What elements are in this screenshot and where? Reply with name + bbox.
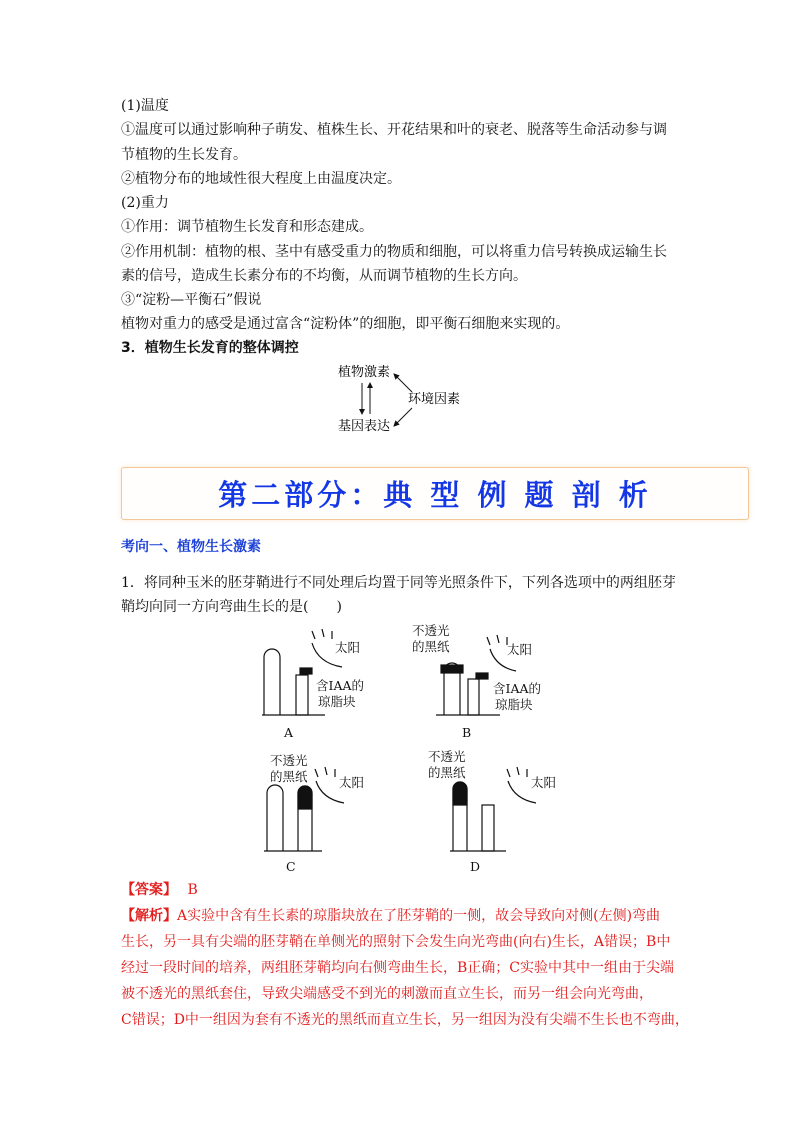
diagram-node-environment: 环境因素 bbox=[408, 392, 461, 407]
figure-label-c: C bbox=[286, 859, 296, 874]
regulation-diagram bbox=[320, 356, 480, 436]
analysis-line-5: C错误；D中一组因为套有不透光的黑纸而直立生长，另一组因为没有尖端不生长也不弯曲， bbox=[121, 1012, 689, 1028]
gravity-paragraph-4: 植物对重力的感受是通过富含“淀粉体”的细胞，即平衡石细胞来实现的。 bbox=[121, 316, 570, 332]
banner-title: 第二部分：典 型 例 题 剖 析 bbox=[218, 478, 652, 512]
label-paper-2: 的黑纸 bbox=[428, 765, 466, 780]
section-3-heading: 3．植物生长发育的整体调控 bbox=[121, 340, 299, 356]
black-paper-cap bbox=[298, 786, 312, 809]
temperature-paragraph-2: ②植物分布的地域性很大程度上由温度决定。 bbox=[121, 171, 401, 187]
analysis-text-1: A实验中含有生长素的琼脂块放在了胚芽鞘的一侧，故会导致向对侧(左侧)弯曲 bbox=[177, 908, 661, 924]
analysis-line-2: 生长，另一具有尖端的胚芽鞘在单侧光的照射下会发生向光弯曲(向右)生长，A错误；B中 bbox=[121, 934, 671, 950]
label-agar-1: 含IAA的 bbox=[316, 678, 364, 693]
analysis-line-1 bbox=[121, 906, 660, 926]
question-line-1: 1．将同种玉米的胚芽鞘进行不同处理后均置于同等光照条件下，下列各选项中的两组胚芽 bbox=[121, 575, 676, 591]
temperature-paragraph-1a: ①温度可以通过影响种子萌发、植株生长、开花结果和叶的衰老、脱落等生命活动参与调 bbox=[121, 122, 667, 138]
label-sun: 太阳 bbox=[335, 640, 361, 655]
coleoptile-decapitated bbox=[468, 679, 479, 715]
black-paper-cap bbox=[441, 665, 463, 673]
coleoptile-with-tip bbox=[267, 785, 283, 851]
gravity-paragraph-2b: 素的信号，造成生长素分布的不均衡，从而调节植物的生长方向。 bbox=[121, 268, 527, 284]
coleoptile-with-tip bbox=[264, 649, 280, 715]
label-sun: 太阳 bbox=[339, 775, 365, 790]
answer-tag: 【答案】 bbox=[121, 882, 177, 898]
label-paper-2: 的黑纸 bbox=[412, 639, 450, 654]
label-agar-1: 含IAA的 bbox=[493, 681, 541, 696]
label-paper-1: 不透光 bbox=[270, 753, 308, 768]
black-paper-cap bbox=[453, 782, 467, 805]
coleoptile-decapitated bbox=[296, 675, 308, 715]
gravity-paragraph-3: ③“淀粉—平衡石”假说 bbox=[121, 292, 262, 308]
analysis-tag: 【解析】 bbox=[121, 908, 177, 924]
gravity-paragraph-2a: ②作用机制：植物的根、茎中有感受重力的物质和细胞，可以将重力信号转换成运输生长 bbox=[121, 244, 667, 260]
figure-label-d: D bbox=[470, 859, 481, 874]
agar-block bbox=[476, 673, 488, 679]
coleoptile-decapitated bbox=[482, 805, 494, 851]
topic-heading: 考向一、植物生长激素 bbox=[121, 539, 261, 555]
diagram-arrow-to-gene bbox=[394, 408, 412, 426]
agar-block bbox=[300, 668, 312, 674]
label-sun: 太阳 bbox=[531, 775, 557, 790]
diagram-node-gene: 基因表达 bbox=[338, 419, 391, 434]
label-paper-1: 不透光 bbox=[428, 749, 466, 764]
diagram-node-hormone: 植物激素 bbox=[338, 365, 391, 380]
label-sun: 太阳 bbox=[507, 642, 533, 657]
question-line-2: 鞘均向同一方向弯曲生长的是( ) bbox=[121, 599, 342, 615]
section-banner bbox=[121, 467, 749, 520]
analysis-line-4: 被不透光的黑纸套住，导致尖端感受不到光的刺激而直立生长，而另一组会向光弯曲， bbox=[121, 986, 653, 1002]
answer-value: B bbox=[187, 882, 198, 898]
answer-line bbox=[121, 880, 198, 900]
gravity-paragraph-1: ①作用：调节植物生长发育和形态建成。 bbox=[121, 219, 373, 235]
analysis-line-3: 经过一段时间的培养，两组胚芽鞘均向右侧弯曲生长，B正确；C实验中其中一组由于尖端 bbox=[121, 960, 674, 976]
figure-label-b: B bbox=[462, 725, 472, 740]
gravity-heading: (2)重力 bbox=[121, 195, 169, 211]
experiment-figure bbox=[250, 615, 560, 875]
temperature-paragraph-1b: 节植物的生长发育。 bbox=[121, 147, 247, 163]
temperature-heading: (1)温度 bbox=[121, 98, 169, 114]
diagram-arrow-to-hormone bbox=[394, 374, 412, 392]
label-agar-2: 琼脂块 bbox=[318, 694, 356, 709]
figure-label-a: A bbox=[284, 725, 294, 740]
label-agar-2: 琼脂块 bbox=[495, 697, 533, 712]
label-paper-1: 不透光 bbox=[412, 623, 450, 638]
label-paper-2: 的黑纸 bbox=[270, 769, 308, 784]
